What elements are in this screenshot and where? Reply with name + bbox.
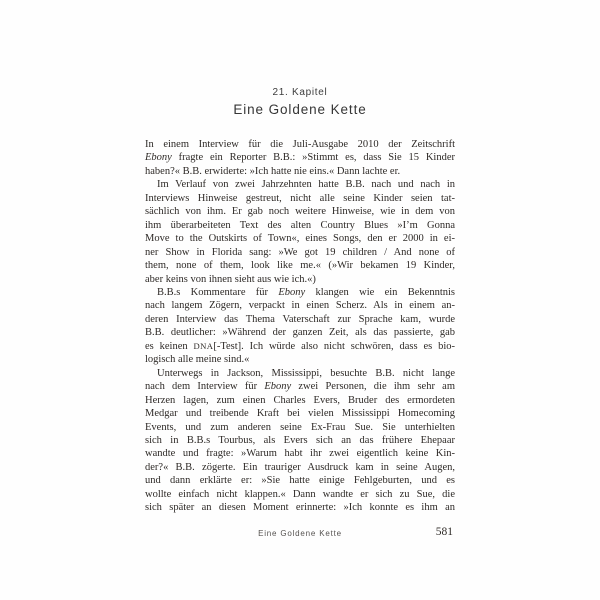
text-line: Interviews Hinweise gestreut, nicht alle seine Kinder seien tat-	[145, 192, 455, 204]
paragraph	[145, 367, 455, 515]
text-line: Medgar und treibende Kraft bei vielen Mississippi Homecoming	[145, 408, 455, 420]
text-line: nach langem Zögern, verpackt in einen Scherz. Als in einem an-	[145, 300, 455, 312]
text-line: Events, und zum anderen seine Ex-Frau Sue. Sie unterhielten	[145, 421, 455, 433]
text-line: es keinen DNA[-Test]. Ich würde also nicht schwören, dass es bio-	[145, 340, 455, 352]
text-line: Unterwegs in Jackson, Mississippi, besuchte B.B. nicht lange	[157, 367, 455, 379]
text-line: wollte einfach nicht klappen.« Dann wandte er sich zu Sue, die	[145, 488, 455, 500]
text-line: B.B. deutlicher: »Während der ganzen Zeit, als das passierte, gab	[145, 327, 455, 339]
text-line: sich in B.B.s Tourbus, als Evers sich an das frühere Ehepaar	[145, 434, 455, 446]
text-line: der?« B.B. zögerte. Ein trauriger Ausdruck kam in seine Augen,	[145, 461, 455, 473]
paragraph	[145, 138, 455, 178]
text-line: logisch alle meine sind.«	[145, 354, 250, 366]
text-column	[145, 0, 455, 600]
text-line: ihm überarbeiteten Text des alten Country Blues »I’m Gonna	[145, 219, 455, 231]
running-head: Eine Goldene Kette	[258, 529, 342, 538]
page-footer	[145, 526, 455, 542]
text-line: sächlich von ihm. Er gab noch weitere Hinweise, wie in dem von	[145, 206, 455, 218]
page-number: 581	[435, 526, 453, 538]
italic-text: Ebony	[145, 152, 172, 164]
text-line: Move to the Outskirts of Town«, eines Songs, den er 2000 in ei-	[145, 233, 455, 245]
text-line: Ebony fragte ein Reporter B.B.: »Stimmt es, dass Sie 15 Kinder	[145, 152, 455, 164]
chapter-number: 21. Kapitel	[272, 87, 328, 98]
text-line: ner Show in Florida sang: »We got 19 children / And none of	[145, 246, 455, 258]
text-line: Herzen lagen, zum einen Charles Evers, Bruder des ermordeten	[145, 394, 455, 406]
text-line: In einem Interview für die Juli-Ausgabe 2010 der Zeitschrift	[145, 139, 455, 150]
text-line: wandte und fragte: »Warum habt ihr zwei eigentlich keine Kin-	[145, 448, 455, 460]
italic-text: Ebony	[264, 381, 292, 393]
paragraph	[145, 178, 455, 286]
text-line: aber keins von ihnen sieht aus wie ich.«)	[145, 273, 316, 285]
small-caps-text: DNA	[193, 340, 214, 351]
text-line: nach dem Interview für Ebony zwei Personen, die ihm sehr am	[145, 381, 456, 393]
chapter-title: Eine Goldene Kette	[233, 102, 367, 117]
text-line: haben?« B.B. erwiderte: »Ich hatte nie eins.« Dann lachte er.	[145, 165, 401, 177]
text-line: B.B.s Kommentare für Ebony klangen wie ein Bekenntnis	[157, 286, 455, 298]
text-line: deren Interview das Thema Vaterschaft zur Sprache kam, wurde	[145, 313, 455, 325]
text-line: them, none of them, look like me.« (»Wir bekamen 19 Kinder,	[145, 260, 455, 272]
text-line: sich später an diesen Moment erinnerte: »Ich konnte es ihm an	[145, 502, 455, 514]
italic-text: Ebony	[278, 286, 306, 298]
text-line: und dann erklärte er: »Sie hatte einige Fehlgeburten, und es	[145, 475, 455, 487]
body-text	[145, 138, 455, 515]
text-line: Im Verlauf von zwei Jahrzehnten hatte B.B. nach und nach in	[157, 179, 455, 191]
paragraph	[145, 286, 455, 367]
